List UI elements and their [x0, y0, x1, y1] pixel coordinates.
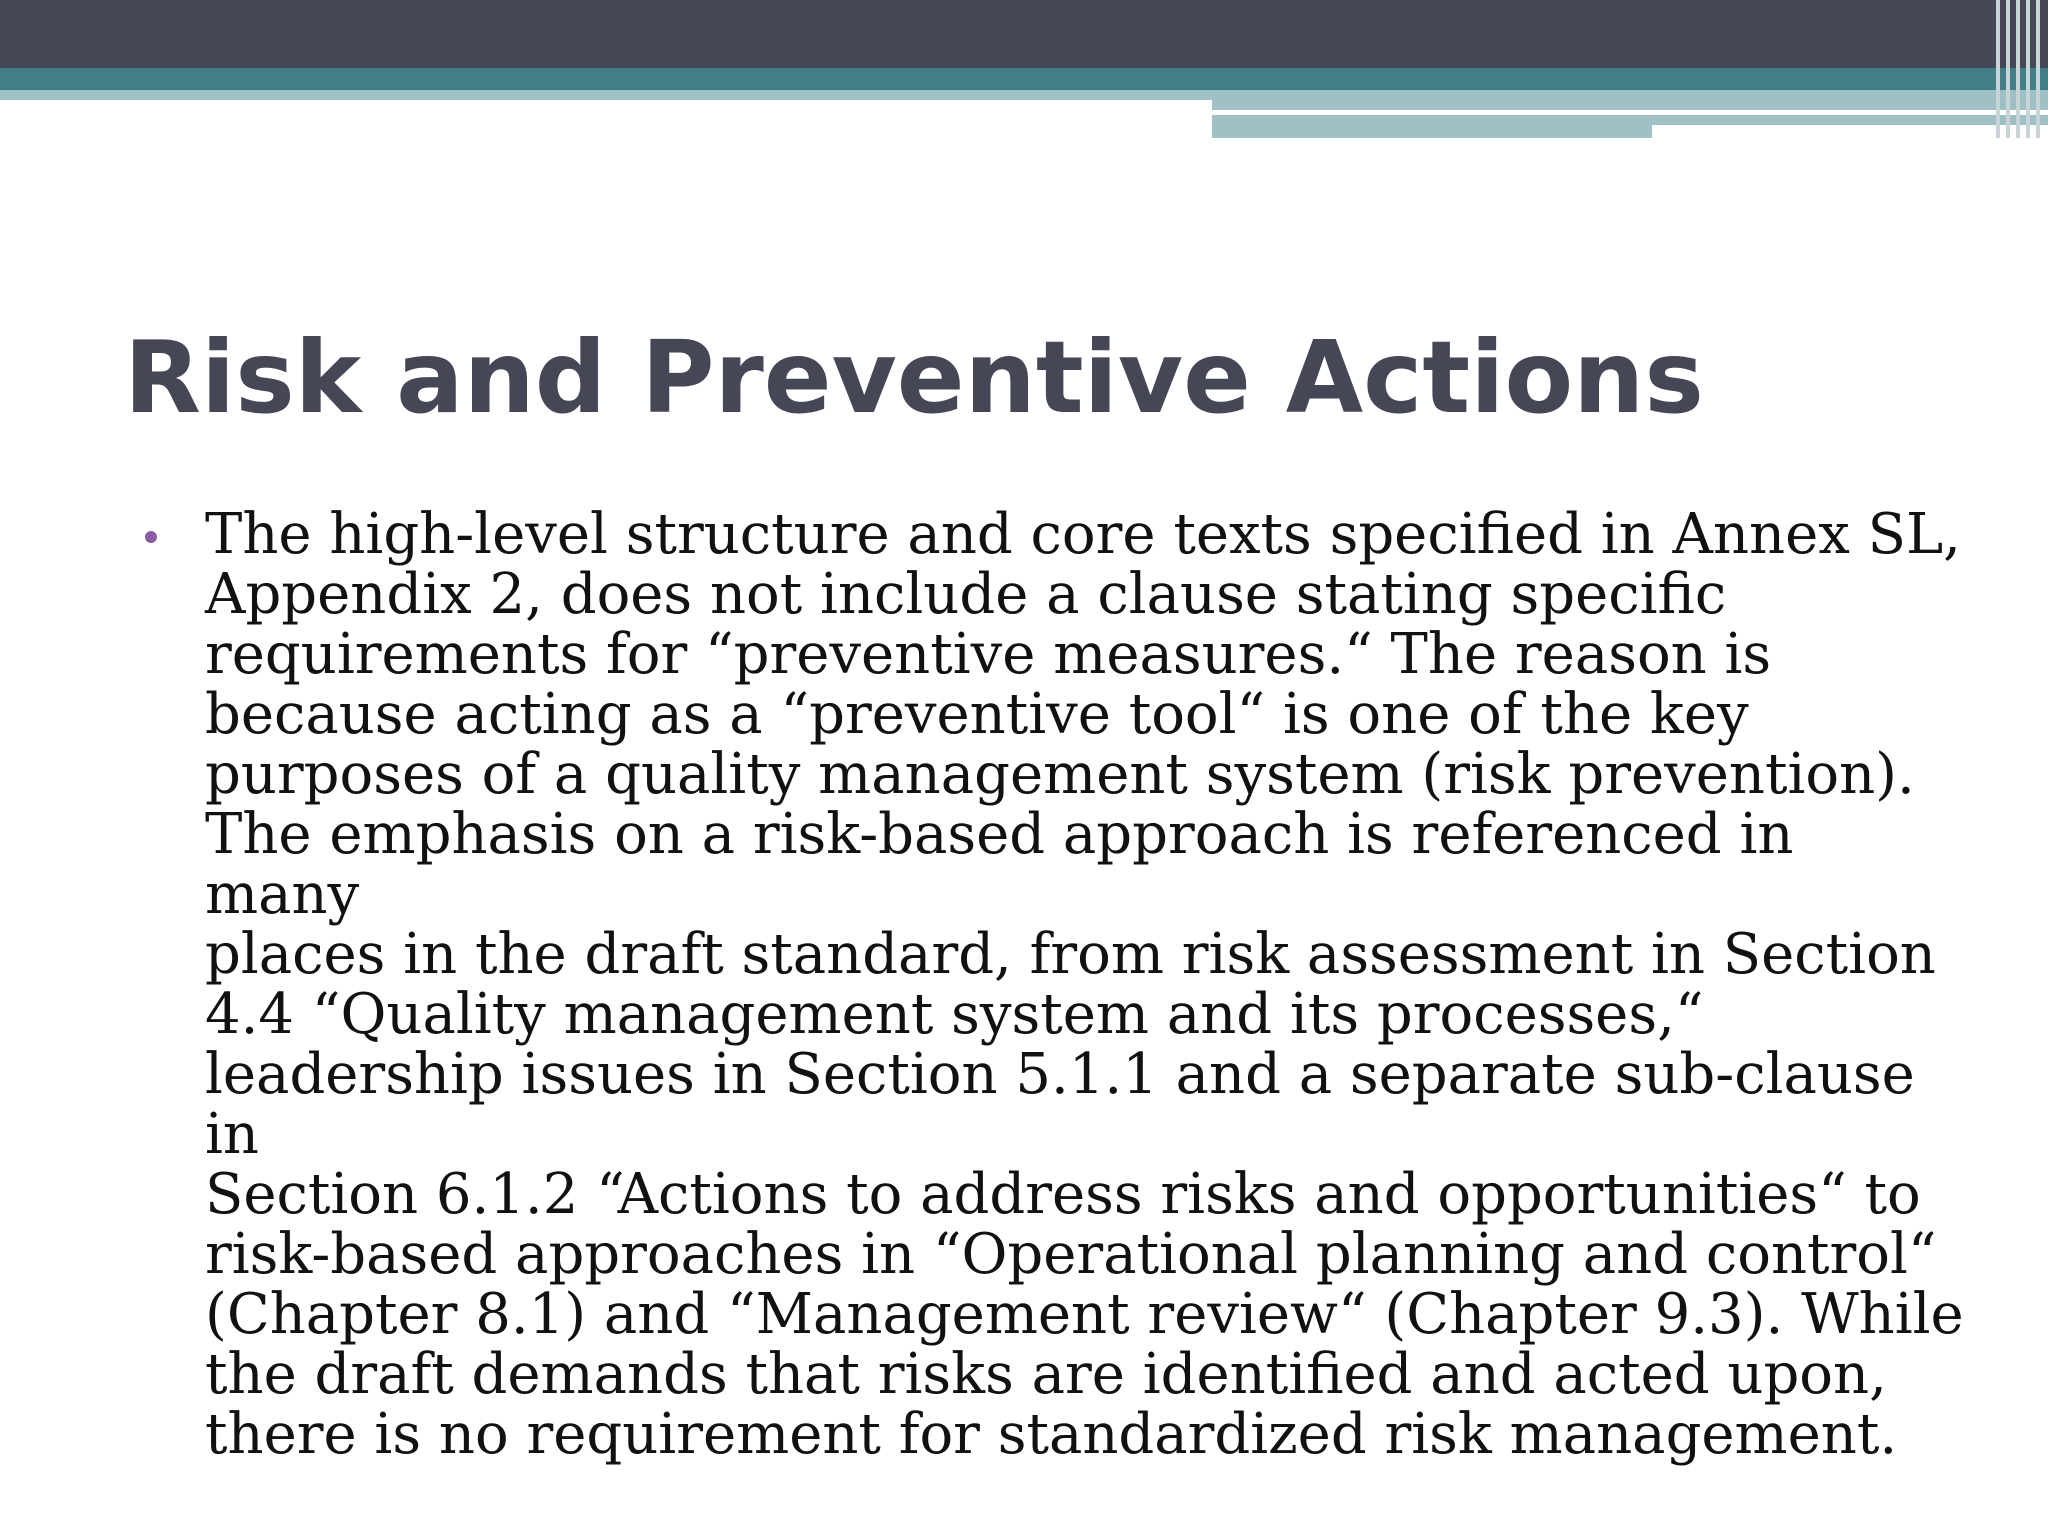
text-line: Section 6.1.2 “Actions to address risks and opportunities“ to: [205, 1162, 1921, 1227]
text-line: The high-level structure and core texts specified in Annex SL,: [205, 502, 1961, 567]
text-line: because acting as a “preventive tool“ is one of the key: [205, 682, 1749, 747]
text-line: risk-based approaches in “Operational planning and control“: [205, 1222, 1937, 1287]
bullet-icon: [145, 531, 157, 543]
header-stripes: [1992, 0, 2048, 138]
stripe: [2036, 0, 2040, 138]
slide-title: Risk and Preventive Actions: [124, 319, 1704, 436]
header-block: [1212, 90, 2048, 110]
header-bar-teal: [0, 68, 2048, 90]
stripe: [2026, 0, 2030, 138]
text-line: The emphasis on a risk-based approach is referenced in many: [205, 802, 1794, 927]
text-line: (Chapter 8.1) and “Management review“ (Chapter 9.3). While: [205, 1282, 1964, 1347]
bullet-text: [205, 502, 1965, 1467]
text-line: requirements for “preventive measures.“ The reason is: [205, 622, 1772, 687]
stripe: [2016, 0, 2020, 138]
stripe: [2006, 0, 2010, 138]
header-block-lower-right: [1652, 115, 2048, 125]
stripe: [1996, 0, 2000, 138]
text-line: 4.4 “Quality management system and its processes,“: [205, 982, 1704, 1047]
bullet-item: [145, 502, 1964, 1467]
header-bar-dark: [0, 0, 2048, 68]
bullet-list: [145, 502, 1964, 1467]
text-line: leadership issues in Section 5.1.1 and a separate sub-clause in: [205, 1042, 1915, 1167]
text-line: the draft demands that risks are identified and acted upon,: [205, 1342, 1887, 1407]
text-line: Appendix 2, does not include a clause stating specific: [205, 562, 1727, 627]
text-line: purposes of a quality management system (risk prevention).: [205, 742, 1915, 807]
text-line: there is no requirement for standardized risk management.: [205, 1402, 1898, 1467]
text-line: places in the draft standard, from risk assessment in Section: [205, 922, 1936, 987]
header-block-lower: [1212, 115, 1652, 138]
header-bar-light: [0, 90, 1212, 100]
